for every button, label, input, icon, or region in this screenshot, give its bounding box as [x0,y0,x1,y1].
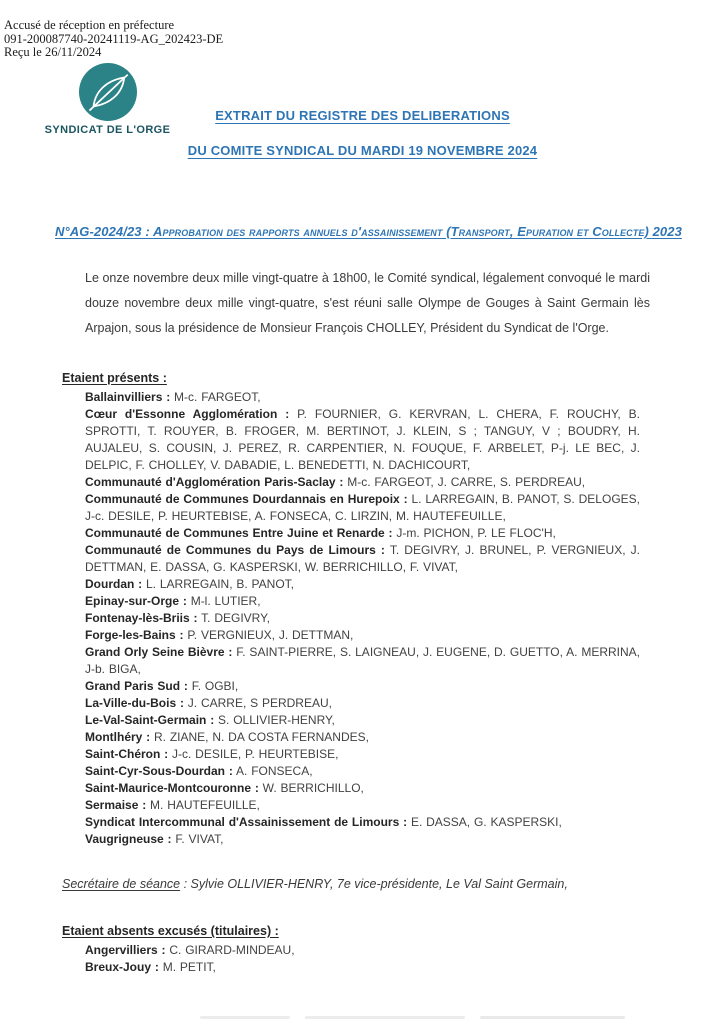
entity-name: Montlhéry : [85,730,151,744]
roster-row [85,627,640,644]
roster-row [85,644,640,678]
attendee-names: J. CARRE, S PERDREAU, [183,696,332,710]
present-heading: Etaient présents : [62,371,167,385]
entity-name: Sermaise : [85,798,147,812]
entity-name: Fontenay-lès-Briis : [85,611,198,625]
entity-name: Forge-les-Bains : [85,628,184,642]
absent-section [55,924,670,976]
roster-row [85,712,640,729]
roster-row [85,406,640,474]
attendee-names: J-c. DESILE, P. HEURTEBISE, [168,747,339,761]
roster-row [85,474,640,491]
document-title-block [0,108,725,158]
title-line-1: EXTRAIT DU REGISTRE DES DELIBERATIONS [215,108,510,123]
roster-row [85,678,640,695]
roster-row [85,959,640,976]
attendee-names: F. SAINT-PIERRE, S. LAIGNEAU, J. EUGENE, D. GUETTO, A. MERRINA, J-b. BIGA, [85,645,640,676]
entity-name: Dourdan : [85,577,143,591]
entity-name: Grand Paris Sud : [85,679,188,693]
title-line-2: DU COMITE SYNDICAL DU MARDI 19 NOVEMBRE 2024 [187,143,538,158]
attendee-names: P. FOURNIER, G. KERVRAN, L. CHERA, F. ROUCHY, B. SPROTTI, T. ROUYER, B. FROGER, M. BERTINOT, J. KLEIN, S ; TANGUY, V ; BOUDRY, H. AUJALEU, S. COUSIN, J. PEREZ, R. CARPENTIER, N. FOUQUE, F. ARBELET, P-j. LE BEC, J. DELPIC, F. CHOLLEY, V. DABADIE, L. BENEDETTI, N. DACHICOURT, [85,407,641,472]
roster-row [85,814,640,831]
entity-name: Saint-Cyr-Sous-Dourdan : [85,764,233,778]
roster-row [85,389,640,406]
deliberation-subject: N°AG-2024/23 : Approbation des rapports annuels d'assainissement (Transport, Epuration et Collecte) 2023 [55,224,682,239]
roster-row [85,695,640,712]
entity-name: Saint-Chéron : [85,747,169,761]
roster-row [85,729,640,746]
roster-row [85,942,640,959]
attendee-names: L. LARREGAIN, B. PANOT, S. DELOGES, J-c. DESILE, P. HEURTEBISE, A. FONSECA, C. LIRZIN, M. HAUTEFEUILLE, [85,492,640,523]
entity-name: Le-Val-Saint-Germain : [85,713,215,727]
prefecture-stamp-line3: Reçu le 26/11/2024 [4,45,102,59]
entity-name: Epinay-sur-Orge : [85,594,187,608]
secretary-line [62,877,670,891]
entity-name: Ballainvilliers : [85,390,171,404]
prefecture-stamp-line2: 091-200087740-20241119-AG_202423-DE [4,31,224,46]
entity-name: Cœur d'Essonne Agglomération : [85,407,290,421]
attendee-names: P. VERGNIEUX, J. DETTMAN, [183,628,354,642]
absent-heading: Etaient absents excusés (titulaires) : [62,924,279,938]
entity-name: Communauté d'Agglomération Paris-Saclay : [85,475,344,489]
attendee-names: C. GIRARD-MINDEAU, [165,943,295,957]
present-roster [85,389,640,848]
roster-row [85,593,640,610]
attendee-names: M. PETIT, [158,960,216,974]
attendee-names: M-l. LUTIER, [186,594,261,608]
attendee-names: T. DEGIVRY, J. BRUNEL, P. VERGNIEUX, J. DETTMAN, E. DASSA, G. KASPERSKI, W. BERRICHILLO, F. VIVAT, [85,543,640,574]
entity-name: Breux-Jouy : [85,960,159,974]
roster-row [85,542,640,576]
page-bleed-artifact [0,1014,725,1020]
absent-roster [85,942,640,976]
document-body [55,224,682,976]
roster-row [85,797,640,814]
attendee-names: R. ZIANE, N. DA COSTA FERNANDES, [150,730,369,744]
secretary-text: : Sylvie OLLIVIER-HENRY, 7e vice-présidente, Le Val Saint Germain, [180,877,568,891]
roster-row [85,780,640,797]
attendee-names: F. OGBI, [187,679,239,693]
attendee-names: W. BERRICHILLO, [258,781,364,795]
attendee-names: M-c. FARGEOT, J. CARRE, S. PERDREAU, [343,475,586,489]
attendee-names: L. LARREGAIN, B. PANOT, [142,577,294,591]
attendee-names: S. OLLIVIER-HENRY, [214,713,335,727]
roster-row [85,491,640,525]
prefecture-stamp-line1: Accusé de réception en préfecture [4,18,175,32]
roster-row [85,763,640,780]
roster-row [85,746,640,763]
intro-paragraph: Le onze novembre deux mille vingt-quatre à 18h00, le Comité syndical, légalement convoqué le mardi douze novembre deux mille vingt-quatre, s'est réuni salle Olympe de Gouges à Saint Germain lès Arpajon, sous la présidence de Monsieur François CHOLLEY, Président du Syndicat de l'Orge. [85,271,650,335]
entity-name: Communauté de Communes Dourdannais en Hurepoix : [85,492,408,506]
org-name: SYNDICAT DE L'ORGE [44,124,171,136]
attendee-names: E. DASSA, G. KASPERSKI, [407,815,562,829]
entity-name: La-Ville-du-Bois : [85,696,184,710]
present-section [55,371,670,848]
entity-name: Vaugrigneuse : [85,832,172,846]
attendee-names: M-c. FARGEOT, [170,390,261,404]
attendee-names: J-m. PICHON, P. LE FLOC'H, [392,526,556,540]
entity-name: Communauté de Communes Entre Juine et Renarde : [85,526,393,540]
attendee-names: M. HAUTEFEUILLE, [146,798,260,812]
entity-name: Saint-Maurice-Montcouronne : [85,781,259,795]
entity-name: Angervilliers : [85,943,166,957]
roster-row [85,525,640,542]
entity-name: Communauté de Communes du Pays de Limours : [85,543,385,557]
secretary-label: Secrétaire de séance [62,877,181,891]
entity-name: Grand Orly Seine Bièvre : [85,645,233,659]
roster-row [85,831,640,848]
attendee-names: A. FONSECA, [232,764,313,778]
attendee-names: T. DEGIVRY, [197,611,270,625]
roster-row [85,576,640,593]
attendee-names: F. VIVAT, [171,832,224,846]
entity-name: Syndicat Intercommunal d'Assainissement de Limours : [85,815,408,829]
roster-row [85,610,640,627]
prefecture-stamp [4,19,223,60]
